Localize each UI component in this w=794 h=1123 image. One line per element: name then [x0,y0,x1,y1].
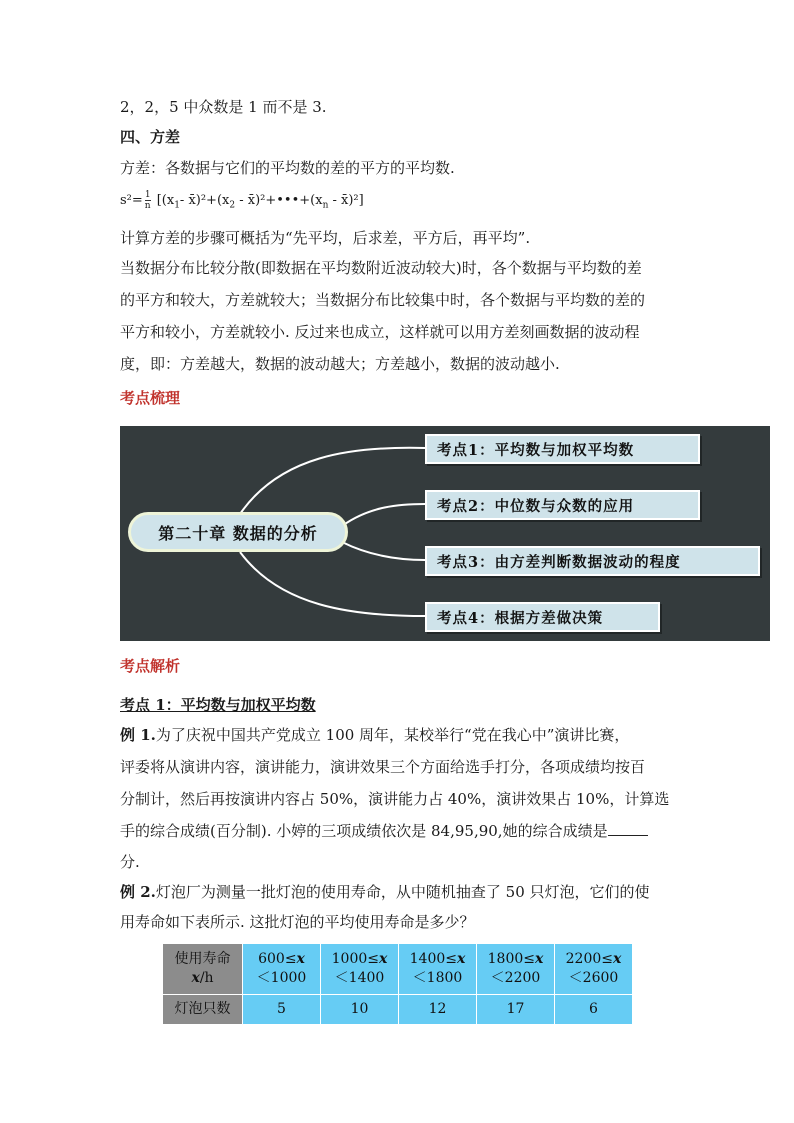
connector-4 [240,552,425,616]
example1-line-5: 分. [120,853,140,871]
intro-line: 2，2，5 中众数是 1 而不是 3. [120,98,327,116]
interval-4-var: x [535,951,544,967]
formula-part-d: - x̄)²] [328,193,364,208]
formula-sub-n: n [322,200,329,211]
example2-line-2: 用寿命如下表所示. 这批灯泡的平均使用寿命是多少？ [120,913,475,931]
mind-map-root: 第二十章 数据的分析 [128,512,348,552]
header-label-unit: /h [199,970,214,986]
interval-5-lower: 2200≤ [565,951,613,967]
lifetime-table [162,943,633,1025]
mind-map-leaf-3: 考点3：由方差判断数据波动的程度 [425,546,760,576]
paragraph-line-4: 度，即：方差越大，数据的波动越大；方差越小，数据的波动越小. [120,355,560,373]
example1-line-2: 评委将从演讲内容，演讲能力，演讲效果三个方面给选手打分，各项成绩均按百 [120,758,646,776]
interval-cell-1 [243,944,321,995]
steps-line: 计算方差的步骤可概括为“先平均，后求差，平方后，再平均”. [120,229,531,247]
interval-2-upper: ＜1400 [334,970,385,986]
table-header-label [163,944,243,995]
kaodian1-title: 考点 1：平均数与加权平均数 [120,696,316,714]
interval-4-upper: ＜2200 [490,970,541,986]
mind-map-leaf-2: 考点2：中位数与众数的应用 [425,490,700,520]
count-cell-2: 10 [321,995,399,1025]
paragraph-line-3: 平方和较小，方差就较小. 反过来也成立，这样就可以用方差刻画数据的波动程 [120,323,640,341]
interval-5-upper: ＜2600 [568,970,619,986]
example1-label: 例 1. [120,726,156,744]
interval-1-upper: ＜1000 [256,970,307,986]
interval-cell-2 [321,944,399,995]
fraction-numerator: 1 [144,190,151,200]
variance-formula [120,190,364,211]
interval-cell-3 [399,944,477,995]
example1-line-1 [120,725,629,745]
formula-part-b: - x̄)²+(x [179,193,230,208]
mind-map [120,426,770,641]
example2-text-1: 灯泡厂为测量一批灯泡的使用寿命，从中随机抽查了 50 只灯泡，它们的使 [155,883,650,901]
formula-part-c: - x̄)²+•••+(x [235,193,323,208]
count-cell-5: 6 [555,995,633,1025]
interval-3-lower: 1400≤ [409,951,457,967]
interval-2-lower: 1000≤ [331,951,379,967]
interval-1-var: x [296,951,305,967]
fraction-denominator: n [144,201,151,211]
count-label-cell: 灯泡只数 [163,995,243,1025]
formula-sub-2: 2 [229,200,236,211]
interval-5-var: x [613,951,622,967]
example2-label: 例 2. [120,883,156,901]
table-row-counts [163,995,633,1025]
interval-2-var: x [379,951,388,967]
example1-text-1: 为了庆祝中国共产党成立 100 周年，某校举行“党在我心中”演讲比赛， [155,726,630,744]
interval-3-var: x [457,951,466,967]
interval-3-upper: ＜1800 [412,970,463,986]
interval-1-lower: 600≤ [258,951,297,967]
header-label-top: 使用寿命 [174,951,231,967]
formula-sub-1: 1 [174,200,180,211]
mind-map-leaf-4: 考点4：根据方差做决策 [425,602,660,632]
header-label-var: x [191,970,200,986]
formula-s2: s²= [120,193,143,208]
section4-title: 四、方差 [120,128,181,146]
count-cell-1: 5 [243,995,321,1025]
example2-line-1 [120,882,650,902]
paragraph-line-2: 的平方和较大，方差就较大；当数据分布比较集中时，各个数据与平均数的差的 [120,291,646,309]
mind-map-leaf-1: 考点1：平均数与加权平均数 [425,434,700,464]
interval-4-lower: 1800≤ [487,951,535,967]
interval-cell-4 [477,944,555,995]
variance-definition: 方差：各数据与它们的平均数的差的平方的平均数. [120,159,455,177]
answer-blank[interactable] [608,821,648,836]
formula-fraction [145,190,151,211]
example1-line-3: 分制计，然后再按演讲内容占 50%，演讲能力占 40%，演讲效果占 10%，计算选 [120,790,670,808]
connector-2 [342,504,425,526]
formula-part-a: [(x [152,193,175,208]
example1-text-4: 手的综合成绩(百分制). 小婷的三项成绩依次是 84,95,90,她的综合成绩是 [120,822,608,840]
table-row-header [163,944,633,995]
paragraph-line-1: 当数据分布比较分散(即数据在平均数附近波动较大)时，各个数据与平均数的差 [120,259,642,277]
kaodian-shuli-heading: 考点梳理 [120,389,181,407]
count-cell-4: 17 [477,995,555,1025]
kaodian-jiexi-heading: 考点解析 [120,657,181,675]
connector-3 [342,542,425,560]
example1-line-4 [120,821,648,841]
connector-1 [240,448,425,514]
interval-cell-5 [555,944,633,995]
count-cell-3: 12 [399,995,477,1025]
